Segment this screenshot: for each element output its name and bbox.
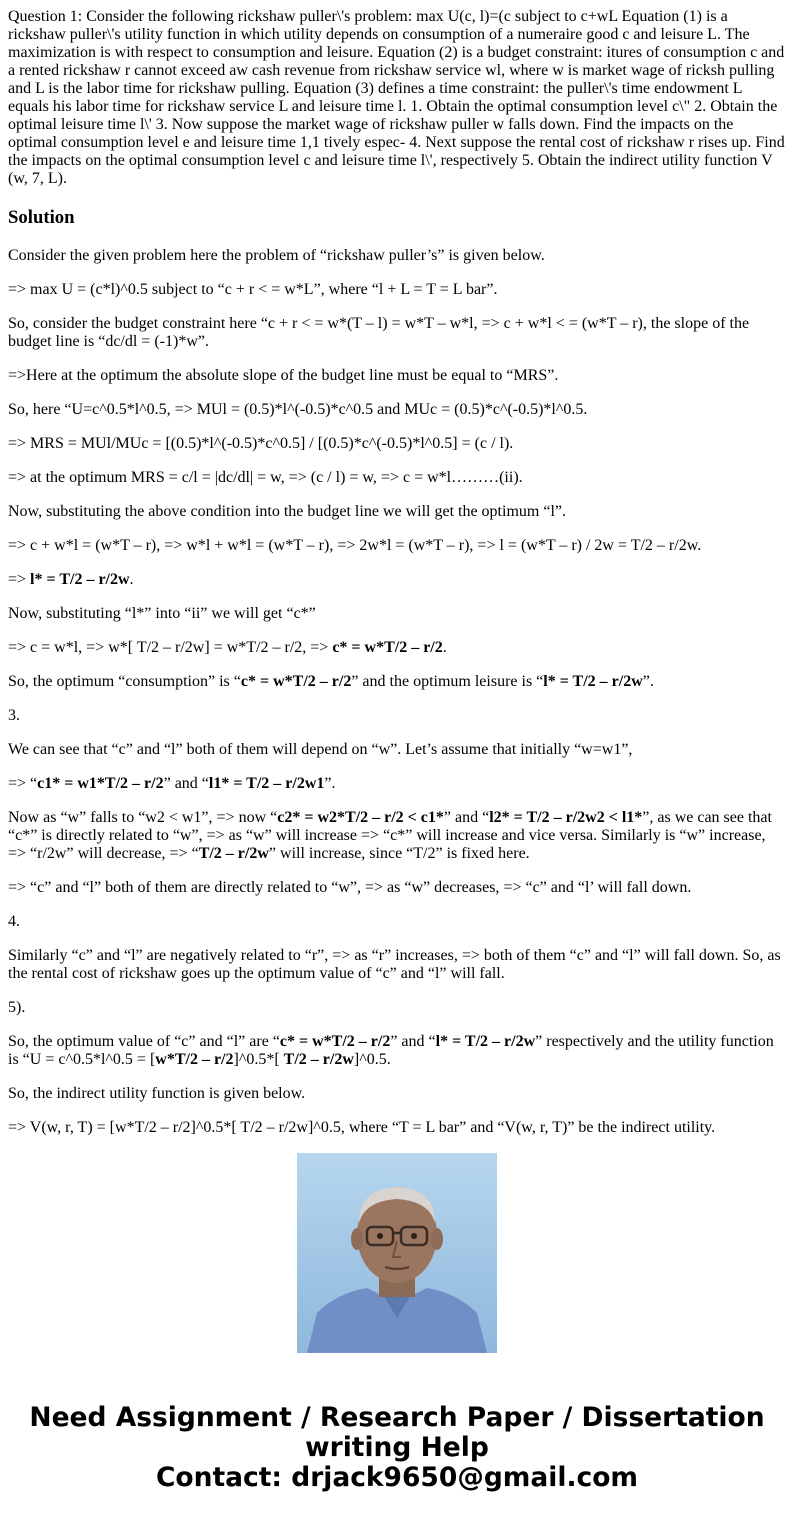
promo-contact: Contact: drjack9650@gmail.com [155, 1462, 639, 1493]
text-run: So, here “U=c^0.5*l^0.5, => MUl = (0.5)*l^(-0.5)*c^0.5 and MUc = (0.5)*c^(-0.5)*l^0.5. [8, 401, 588, 418]
solution-paragraph [8, 469, 786, 487]
text-run: => MRS = MUl/MUc = [(0.5)*l^(-0.5)*c^0.5] / [(0.5)*c^(-0.5)*l^0.5] = (c / l). [8, 435, 514, 452]
text-run: We can see that “c” and “l” both of them will depend on “w”. Let’s assume that initially “w=w1”, [8, 741, 633, 758]
solution-paragraph [8, 639, 786, 657]
solution-paragraph [8, 247, 786, 265]
solution-paragraph [8, 401, 786, 419]
solution-heading: Solution [8, 207, 75, 228]
solution-paragraph [8, 537, 786, 555]
text-run: =>Here at the optimum the absolute slope of the budget line must be equal to “MRS”. [8, 367, 559, 384]
bold-formula: l1* = T/2 – r/2w1 [208, 775, 325, 792]
solution-paragraph [8, 673, 786, 691]
solution-paragraph [8, 707, 786, 725]
solution-paragraph [8, 1085, 786, 1103]
solution-paragraph [8, 503, 786, 521]
bold-formula: l* = T/2 – r/2w [30, 571, 130, 588]
text-run: So, the indirect utility function is given below. [8, 1085, 306, 1102]
text-run: ”, as we can see that “c*” is directly related to “w”, => as “w” will increase => “c*” will increase and vice versa. Similarly is “w” increase, => “r/2w” will decrease, => “ [8, 809, 772, 862]
bold-formula: T/2 – r/2w [198, 845, 269, 862]
text-run: 3. [8, 707, 20, 724]
text-run: => “c” and “l” both of them are directly related to “w”, => as “w” decreases, => “c” and “l’ will fall down. [8, 879, 692, 896]
text-run: ”. [324, 775, 336, 792]
bold-formula: c* = w*T/2 – r/2 [240, 673, 352, 690]
solution-paragraph [8, 913, 786, 931]
solution-paragraph [8, 947, 786, 983]
solution-paragraph [8, 571, 786, 589]
text-run: Similarly “c” and “l” are negatively related to “r”, => as “r” increases, => both of them “c” and “l” will fall down. So, as the rental cost of rickshaw goes up the optimum value of “c” and “l” will fall. [8, 947, 781, 982]
solution-paragraph [8, 879, 786, 897]
text-run: Now, substituting “l*” into “ii” we will get “c*” [8, 605, 316, 622]
text-run: So, consider the budget constraint here “c + r < = w*(T – l) = w*T – w*l, => c + w*l < = (w*T – r), the slope of the budget line is “dc/dl = (-1)*w”. [8, 315, 750, 350]
solution-paragraph [8, 315, 786, 351]
answer-document [8, 8, 786, 1136]
text-run: ”. [642, 673, 654, 690]
text-run: ” and “ [163, 775, 209, 792]
question-text: Question 1: Consider the following rickshaw puller\'s problem: max U(c, l)=(c subject to c+wL Equation (1) is a rickshaw puller\'s utility function in which utility depends on consumption of a numeraire good c and leisure L. The maximization is with respect to consumption and leisure. Equation (2) is a budget constraint: itures of consumption c and a rented rickshaw r cannot exceed aw cash revenue from rickshaw service wl, where w is market wage of ricksh pulling and L is the labor time for rickshaw pulling. Equation (3) defines a time constraint: the puller\'s time endowment L equals his labor time for rickshaw service L and leisure time l. 1. Obtain the optimal consumption level c\" 2. Obtain the optimal leisure time l\' 3. Now suppose the market wage of rickshaw puller w falls down. Find the impacts on the optimal consumption level e and leisure time 1,1 tively espec- 4. Next suppose the rental cost of rickshaw r rises up. Find the impacts on the optimal consumption level c and leisure time l\', respectively 5. Obtain the indirect utility function V (w, 7, L). [8, 8, 785, 187]
text-run: => [8, 571, 31, 588]
text-run: . [442, 639, 447, 656]
text-run: ” respectively and the utility function is “U = c^0.5*l^0.5 = [ [8, 1033, 774, 1068]
text-run: Now, substituting the above condition into the budget line we will get the optimum “l”. [8, 503, 566, 520]
text-run: ]^0.5*[ [233, 1051, 284, 1068]
bold-formula: w*T/2 – r/2 [155, 1051, 234, 1068]
bold-formula: c* = w*T/2 – r/2 [279, 1033, 391, 1050]
solution-paragraph [8, 809, 786, 863]
text-run: So, the optimum value of “c” and “l” are “ [8, 1033, 280, 1050]
solution-paragraph [8, 281, 786, 299]
bold-formula: c2* = w2*T/2 – r/2 < c1* [277, 809, 444, 826]
tutor-photo-image [297, 1153, 497, 1353]
text-run: 5). [8, 999, 26, 1016]
bold-formula: c1* = w1*T/2 – r/2 [37, 775, 164, 792]
solution-paragraph [8, 435, 786, 453]
promo-line-1: Need Assignment / Research Paper / Dissertation [29, 1402, 765, 1433]
solution-paragraph [8, 775, 786, 793]
text-run: ” and “ [390, 1033, 436, 1050]
solution-paragraph [8, 1119, 786, 1137]
promo-banner [0, 1403, 794, 1493]
text-run: ” will increase, since “T/2” is fixed here. [268, 845, 530, 862]
text-run: Consider the given problem here the problem of “rickshaw puller’s” is given below. [8, 247, 545, 264]
text-run: => at the optimum MRS = c/l = |dc/dl| = w, => (c / l) = w, => c = w*l………(ii). [8, 469, 523, 486]
solution-body [8, 247, 786, 1137]
bold-formula: l* = T/2 – r/2w [435, 1033, 536, 1050]
bold-formula: l* = T/2 – r/2w [543, 673, 643, 690]
text-run: So, the optimum “consumption” is “ [8, 673, 241, 690]
text-run: => max U = (c*l)^0.5 subject to “c + r < = w*L”, where “l + L = T = L bar”. [8, 281, 498, 298]
text-run: Now as “w” falls to “w2 < w1”, => now “ [8, 809, 278, 826]
bold-formula: l2* = T/2 – r/2w2 < l1* [489, 809, 643, 826]
text-run: . [129, 571, 134, 588]
text-run: => c + w*l = (w*T – r), => w*l + w*l = (w*T – r), => 2w*l = (w*T – r), => l = (w*T – r) / 2w = T/2 – r/2w. [8, 537, 702, 554]
bold-formula: T/2 – r/2w [283, 1051, 354, 1068]
text-run: ” and “ [443, 809, 490, 826]
solution-paragraph [8, 1033, 786, 1069]
promo-line-2: writing Help [305, 1432, 489, 1463]
solution-paragraph [8, 741, 786, 759]
solution-paragraph [8, 999, 786, 1017]
text-run: 4. [8, 913, 20, 930]
text-run: => V(w, r, T) = [w*T/2 – r/2]^0.5*[ T/2 – r/2w]^0.5, where “T = L bar” and “V(w, r, T)” be the indirect utility. [8, 1119, 716, 1136]
text-run: ” and the optimum leisure is “ [351, 673, 544, 690]
text-run: => c = w*l, => w*[ T/2 – r/2w] = w*T/2 – r/2, => [8, 639, 333, 656]
solution-paragraph [8, 605, 786, 623]
bold-formula: c* = w*T/2 – r/2 [332, 639, 443, 656]
text-run: ]^0.5. [353, 1051, 391, 1068]
avatar [297, 1153, 497, 1353]
text-run: => “ [8, 775, 38, 792]
solution-paragraph [8, 367, 786, 385]
